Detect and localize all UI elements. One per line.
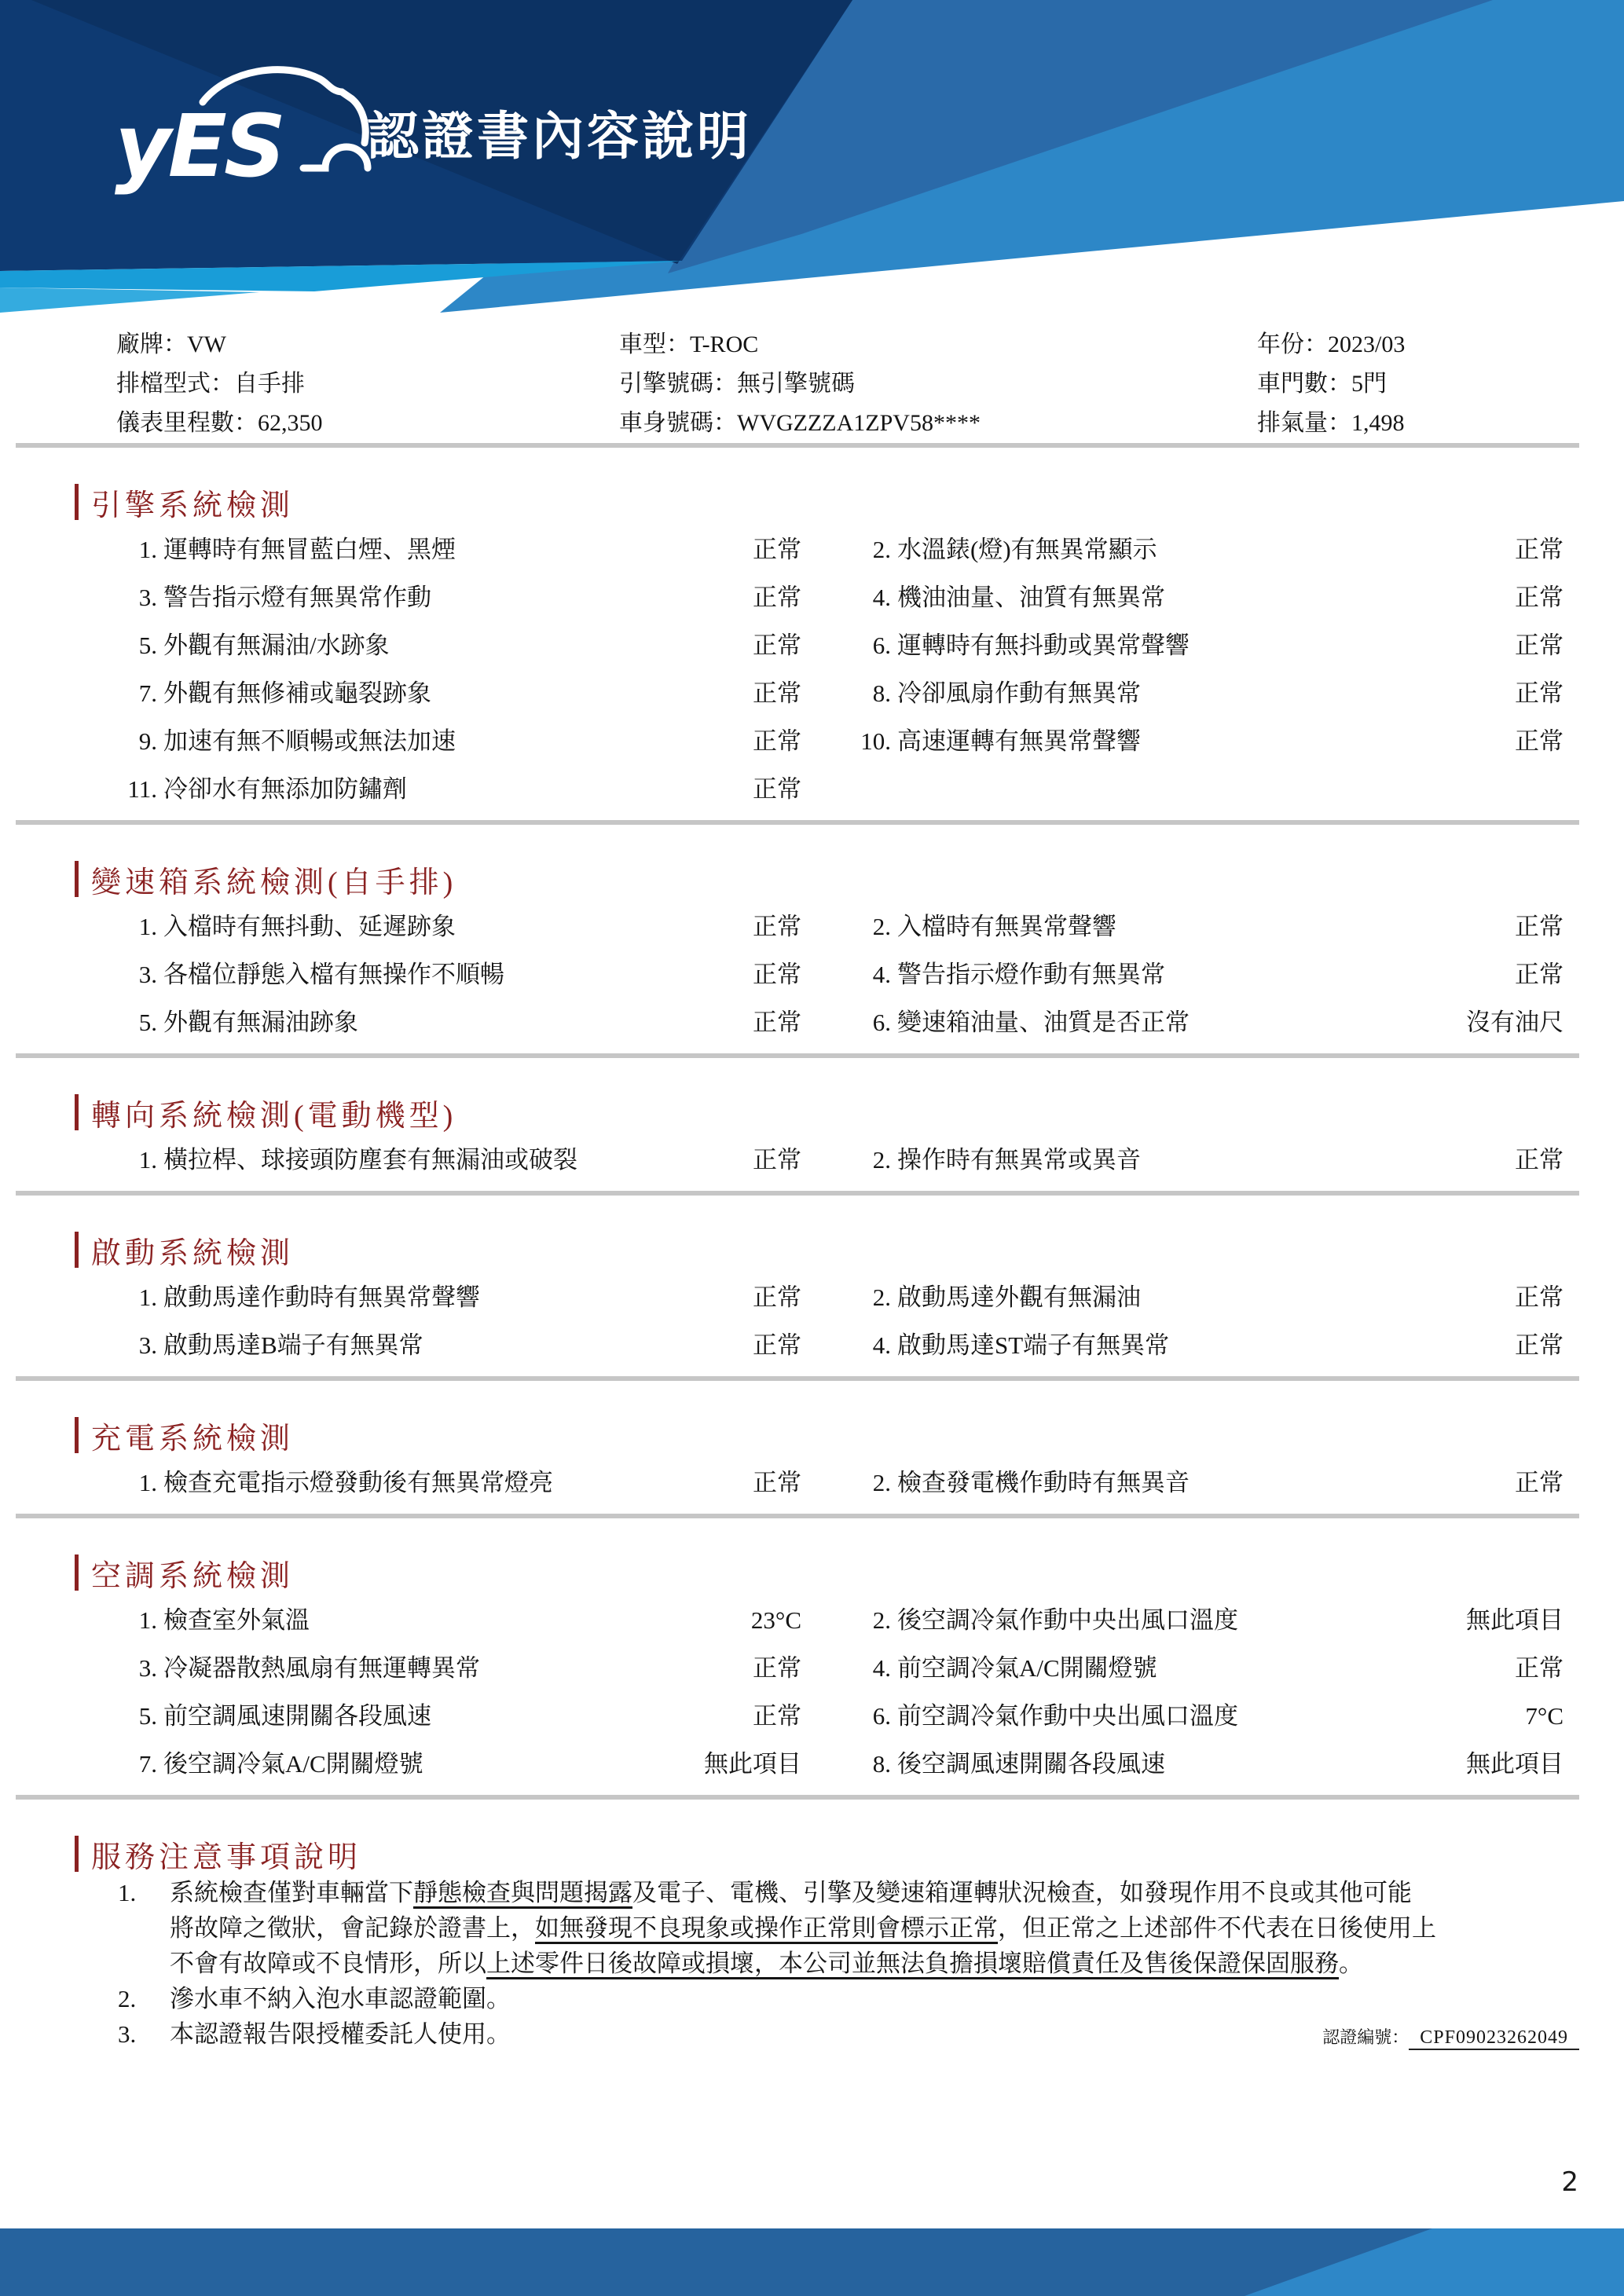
item-value: 正常 (753, 632, 801, 659)
item-value: 正常 (753, 1283, 801, 1311)
check-item (850, 1002, 1564, 1038)
item-row (0, 1738, 1624, 1785)
item-row (0, 523, 1624, 571)
info-engine-no (619, 364, 1257, 404)
item-value: 正常 (753, 1009, 801, 1036)
section-starter-inspection (0, 1196, 1624, 1376)
item-number: 10. (860, 727, 891, 755)
item-row (0, 667, 1624, 715)
item-label: 橫拉桿、球接頭防塵套有無漏油或破裂 (163, 1146, 577, 1174)
item-number: 7. (138, 679, 157, 707)
check-item (850, 1463, 1564, 1498)
page-title: 認證書內容說明 (367, 107, 752, 165)
item-value: 正常 (753, 584, 801, 611)
section-title: 服務注意事項說明 (91, 1840, 362, 1874)
note-segment-underlined: 靜態檢查與問題揭露 (413, 1879, 632, 1906)
item-value: 正常 (1515, 584, 1564, 611)
item-row (0, 996, 1624, 1044)
section-title: 變速箱系統檢測(自手排) (91, 866, 457, 899)
check-item (850, 954, 1564, 990)
note-line: 滲水車不納入泡水車認證範圍。 (170, 1985, 511, 2012)
info-label: 引擎號碼： (619, 371, 737, 397)
item-label: 外觀有無修補或龜裂跡象 (163, 679, 431, 707)
item-number: 3. (138, 1331, 157, 1359)
item-label: 啟動馬達外觀有無漏油 (897, 1283, 1141, 1311)
item-value: 正常 (1515, 679, 1564, 707)
info-value: 5門 (1351, 371, 1387, 397)
item-number: 8. (872, 679, 891, 707)
info-label: 車門數： (1257, 371, 1351, 397)
item-number: 4. (872, 1331, 891, 1359)
item-label: 警告指示燈有無異常作動 (163, 584, 431, 611)
item-label: 檢查充電指示燈發動後有無異常燈亮 (163, 1469, 553, 1496)
info-value: 無引擎號碼 (737, 371, 855, 397)
item-label: 外觀有無漏油/水跡象 (163, 632, 390, 659)
section-title: 轉向系統檢測(電動機型) (91, 1099, 457, 1133)
item-number: 3. (138, 961, 157, 988)
item-number: 1. (138, 1606, 157, 1634)
check-item (850, 1325, 1564, 1360)
info-value: 1,498 (1351, 410, 1405, 436)
section-header (75, 1232, 1624, 1268)
item-row (0, 900, 1624, 948)
note-segment-underlined: 上述零件日後故障或損壞，本公司並無法負擔損壞賠償責任及售後保證保固服務 (486, 1950, 1339, 1977)
section-transmission-inspection (0, 825, 1624, 1053)
item-label: 啟動馬達B端子有無異常 (163, 1331, 423, 1359)
check-item (116, 625, 801, 661)
section-engine-inspection (0, 448, 1624, 820)
item-number: 2. (872, 1606, 891, 1634)
yes-logo (110, 57, 393, 198)
info-vin (619, 404, 1257, 443)
item-value: 正常 (1515, 1654, 1564, 1682)
section-steering-inspection (0, 1058, 1624, 1191)
info-mileage (116, 404, 619, 443)
item-value: 無此項目 (704, 1750, 801, 1778)
check-item (116, 906, 801, 942)
page-number: 2 (1561, 2166, 1578, 2198)
red-bar (75, 1554, 79, 1591)
red-bar (75, 1232, 79, 1268)
check-item (116, 1696, 801, 1731)
item-value: 正常 (1515, 913, 1564, 940)
note-segment-underlined: 如無發現不良現象或操作正常則會標示正常 (535, 1914, 998, 1942)
info-label: 儀表里程數： (116, 410, 258, 436)
red-bar (75, 1417, 79, 1453)
note-segment: 不會有故障或不良情形，所以 (170, 1950, 486, 1977)
item-value: 無此項目 (1466, 1750, 1564, 1778)
info-value: 2023/03 (1328, 331, 1406, 357)
item-label: 入檔時有無異常聲響 (897, 913, 1116, 940)
item-row (0, 1271, 1624, 1319)
item-number: 4. (872, 1654, 891, 1682)
info-value: 自手排 (234, 371, 305, 397)
note-item (118, 1875, 1624, 1981)
note-line (170, 1946, 1436, 1981)
note-line (170, 1910, 1436, 1946)
item-number: 1. (138, 913, 157, 940)
item-rows (0, 1271, 1624, 1367)
item-row (0, 763, 1624, 811)
item-value: 正常 (753, 1331, 801, 1359)
item-value: 正常 (753, 1469, 801, 1496)
item-number: 6. (872, 1009, 891, 1036)
footer-banner-graphic (0, 2228, 1624, 2296)
item-value: 正常 (753, 913, 801, 940)
check-item (850, 529, 1564, 565)
item-row (0, 715, 1624, 763)
info-label: 排氣量： (1257, 410, 1351, 436)
section-service-notes (0, 1800, 1624, 2061)
item-value: 正常 (1515, 536, 1564, 563)
item-rows (0, 900, 1624, 1044)
item-label: 變速箱油量、油質是否正常 (897, 1009, 1190, 1036)
item-value: 正常 (1515, 632, 1564, 659)
note-text (170, 2016, 511, 2052)
check-item (850, 906, 1564, 942)
note-segment: ，但正常之上述部件不代表在日後使用上 (998, 1914, 1436, 1942)
item-number: 11. (127, 775, 157, 803)
note-segment: 。 (1339, 1950, 1363, 1977)
item-value: 正常 (753, 536, 801, 563)
item-value: 7°C (1525, 1702, 1564, 1730)
item-label: 各檔位靜態入檔有無操作不順暢 (163, 961, 504, 988)
check-item (850, 1277, 1564, 1313)
footer-banner (0, 2228, 1624, 2296)
info-label: 車身號碼： (619, 410, 737, 436)
section-title: 空調系統檢測 (91, 1559, 295, 1593)
item-rows (0, 1456, 1624, 1504)
item-value: 正常 (1515, 1469, 1564, 1496)
item-row (0, 571, 1624, 619)
check-item (116, 954, 801, 990)
check-item (116, 673, 801, 709)
section-header (75, 1554, 1624, 1591)
check-item (850, 721, 1564, 756)
section-title: 引擎系統檢測 (91, 489, 295, 522)
item-value: 正常 (753, 1654, 801, 1682)
item-label: 後空調冷氣作動中央出風口溫度 (897, 1606, 1238, 1634)
item-number: 2. (872, 1469, 891, 1496)
info-value: WVGZZZA1ZPV58**** (737, 410, 981, 436)
item-number: 3. (138, 1654, 157, 1682)
item-label: 啟動馬達ST端子有無異常 (897, 1331, 1170, 1359)
item-number: 6. (872, 632, 891, 659)
item-value: 正常 (753, 961, 801, 988)
check-item (850, 1140, 1564, 1175)
section-header (75, 1094, 1624, 1133)
item-label: 入檔時有無抖動、延遲跡象 (163, 913, 456, 940)
check-item (116, 1600, 801, 1635)
item-value: 正常 (753, 775, 801, 803)
check-item (850, 673, 1564, 709)
item-label: 冷卻水有無添加防鏽劑 (163, 775, 407, 803)
info-displacement (1257, 404, 1624, 443)
item-value: 正常 (753, 1702, 801, 1730)
item-rows (0, 1594, 1624, 1785)
section-title: 啟動系統檢測 (91, 1236, 295, 1270)
certificate-content (0, 314, 1624, 2061)
item-label: 檢查發電機作動時有無異音 (897, 1469, 1190, 1496)
check-item (116, 1140, 801, 1175)
red-bar (75, 1094, 79, 1130)
section-title: 充電系統檢測 (91, 1422, 295, 1456)
item-number: 7. (138, 1750, 157, 1778)
item-number: 1. (138, 1283, 157, 1311)
item-value: 正常 (753, 727, 801, 755)
item-label: 後空調冷氣A/C開關燈號 (163, 1750, 423, 1778)
note-text (170, 1981, 511, 2016)
item-value: 正常 (753, 1146, 801, 1174)
info-year (1257, 325, 1624, 364)
note-item (118, 2016, 1624, 2052)
item-label: 前空調冷氣作動中央出風口溫度 (897, 1702, 1238, 1730)
check-item (116, 1325, 801, 1360)
logo-text: yES (115, 96, 284, 196)
item-label: 檢查室外氣溫 (163, 1606, 310, 1634)
item-label: 啟動馬達作動時有無異常聲響 (163, 1283, 480, 1311)
item-row (0, 948, 1624, 996)
info-transmission-type (116, 364, 619, 404)
item-label: 前空調冷氣A/C開關燈號 (897, 1654, 1157, 1682)
info-value: 62,350 (258, 410, 323, 436)
section-header (75, 861, 1624, 897)
item-number: 2. (872, 536, 891, 563)
item-label: 外觀有無漏油跡象 (163, 1009, 358, 1036)
info-model (619, 325, 1257, 364)
item-number: 8. (872, 1750, 891, 1778)
item-label: 運轉時有無冒藍白煙、黑煙 (163, 536, 456, 563)
check-item (850, 1648, 1564, 1683)
note-number: 1. (118, 1879, 137, 1906)
item-label: 冷卻風扇作動有無異常 (897, 679, 1141, 707)
item-number: 1. (138, 1469, 157, 1496)
check-item (850, 1744, 1564, 1779)
item-value: 沒有油尺 (1466, 1009, 1564, 1036)
note-line (170, 1875, 1436, 1910)
yes-logo-graphic (110, 57, 393, 198)
notes-list (0, 1875, 1624, 2052)
note-segment: 將故障之徵狀，會記錄於證書上， (170, 1914, 535, 1942)
check-item (116, 721, 801, 756)
info-doors (1257, 364, 1624, 404)
item-value: 正常 (1515, 1146, 1564, 1174)
check-item (850, 1696, 1564, 1731)
item-row (0, 1690, 1624, 1738)
check-item (116, 1648, 801, 1683)
certificate-number (1322, 2016, 1579, 2050)
item-row (0, 1319, 1624, 1367)
check-item (116, 1002, 801, 1038)
item-number: 2. (872, 1283, 891, 1311)
check-item (116, 1463, 801, 1498)
item-number: 1. (138, 1146, 157, 1174)
item-number: 4. (872, 961, 891, 988)
item-row (0, 1456, 1624, 1504)
section-ac-inspection (0, 1518, 1624, 1795)
item-row (0, 1133, 1624, 1181)
info-label: 排檔型式： (116, 371, 234, 397)
item-value: 正常 (1515, 727, 1564, 755)
certificate-number-value: CPF09023262049 (1409, 2027, 1579, 2050)
header-banner (0, 0, 1624, 314)
item-label: 運轉時有無抖動或異常聲響 (897, 632, 1190, 659)
item-label: 操作時有無異常或異音 (897, 1146, 1141, 1174)
item-value: 23°C (750, 1606, 801, 1634)
item-label: 水溫錶(燈)有無異常顯示 (897, 536, 1157, 563)
check-item (116, 577, 801, 613)
item-value: 正常 (1515, 1283, 1564, 1311)
item-row (0, 1642, 1624, 1690)
item-value: 無此項目 (1466, 1606, 1564, 1634)
check-item (116, 1744, 801, 1779)
note-number: 2. (118, 1985, 137, 2012)
item-number: 4. (872, 584, 891, 611)
check-item (116, 529, 801, 565)
red-bar (75, 484, 79, 520)
section-header (75, 1836, 1624, 1872)
item-row (0, 1594, 1624, 1642)
item-label: 警告指示燈作動有無異常 (897, 961, 1165, 988)
note-text (170, 1875, 1436, 1981)
info-brand (116, 325, 619, 364)
section-charging-inspection (0, 1381, 1624, 1514)
item-number: 2. (872, 1146, 891, 1174)
item-row (0, 619, 1624, 667)
check-item (116, 1277, 801, 1313)
item-label: 後空調風速開關各段風速 (897, 1750, 1165, 1778)
item-label: 前空調風速開關各段風速 (163, 1702, 431, 1730)
item-number: 9. (138, 727, 157, 755)
item-value: 正常 (753, 679, 801, 707)
item-label: 加速有無不順暢或無法加速 (163, 727, 456, 755)
note-line: 本認證報告限授權委託人使用。 (170, 2020, 511, 2048)
note-segment: 系統檢查僅對車輛當下 (170, 1879, 413, 1906)
item-label: 機油油量、油質有無異常 (897, 584, 1165, 611)
item-value: 正常 (1515, 1331, 1564, 1359)
item-value: 正常 (1515, 961, 1564, 988)
item-number: 5. (138, 1702, 157, 1730)
note-segment: 及電子、電機、引擎及變速箱運轉狀況檢查，如發現作用不良或其他可能 (632, 1879, 1412, 1906)
check-item (850, 1600, 1564, 1635)
info-value: T-ROC (690, 331, 759, 357)
red-bar (75, 861, 79, 897)
section-header (75, 1417, 1624, 1456)
check-item (850, 577, 1564, 613)
item-number: 1. (138, 536, 157, 563)
info-label: 車型： (619, 331, 690, 357)
item-label: 冷凝器散熱風扇有無運轉異常 (163, 1654, 480, 1682)
check-item (850, 625, 1564, 661)
item-label: 高速運轉有無異常聲響 (897, 727, 1141, 755)
item-rows (0, 1133, 1624, 1181)
item-number: 5. (138, 632, 157, 659)
section-header (75, 484, 1624, 520)
note-item (118, 1981, 1624, 2016)
item-number: 5. (138, 1009, 157, 1036)
car-wheel-icon (303, 147, 368, 168)
info-label: 年份： (1257, 331, 1328, 357)
info-value: VW (187, 331, 226, 357)
item-rows (0, 523, 1624, 811)
item-number: 6. (872, 1702, 891, 1730)
check-item (116, 769, 801, 804)
item-number: 3. (138, 584, 157, 611)
item-number: 2. (872, 913, 891, 940)
certificate-number-label: 認證編號： (1322, 2027, 1410, 2047)
vehicle-info (0, 314, 1624, 443)
note-number: 3. (118, 2020, 137, 2048)
info-label: 廠牌： (116, 331, 187, 357)
red-bar (75, 1836, 79, 1872)
